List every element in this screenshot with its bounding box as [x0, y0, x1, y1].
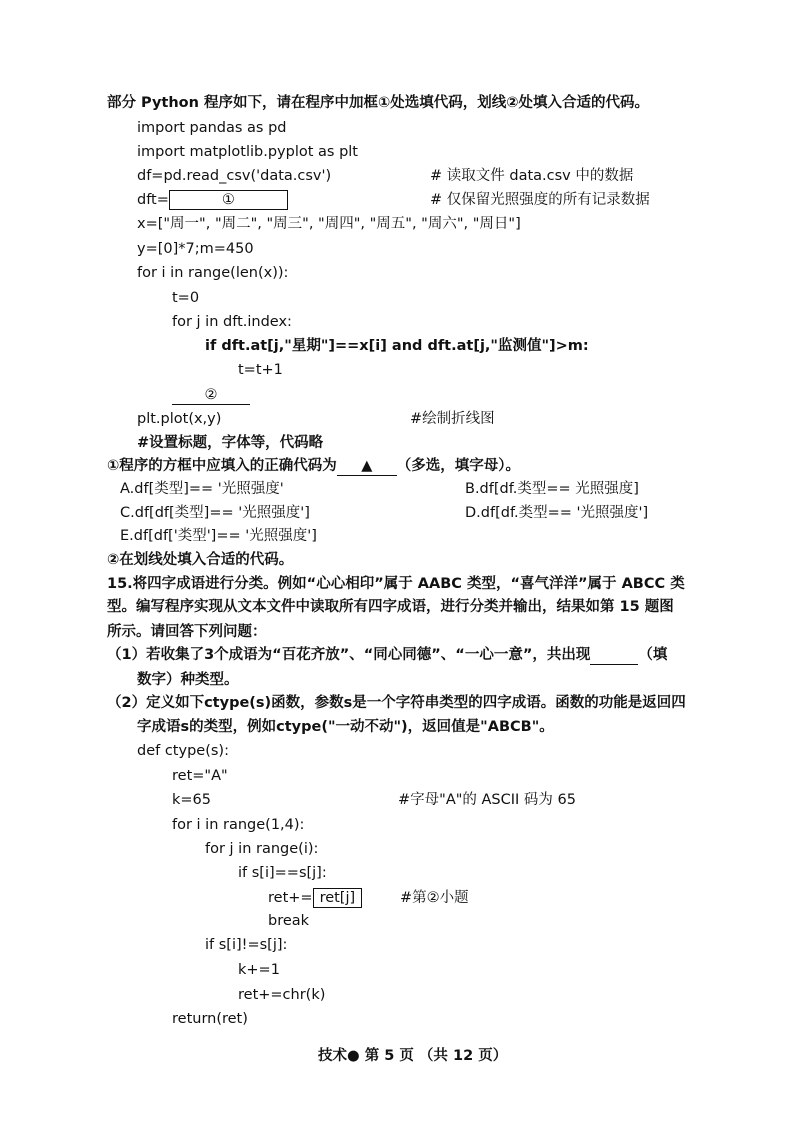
code-line: plt.plot(x,y): [137, 411, 222, 427]
code-line: t=0: [172, 290, 200, 306]
problem-15-text: 所示。请回答下列问题：: [107, 624, 267, 640]
code-line: k=65: [172, 792, 211, 808]
code-line: def ctype(s):: [137, 743, 229, 759]
code-line: return(ret): [172, 1011, 248, 1027]
code-line: for i in range(len(x)):: [137, 265, 289, 281]
code-comment: #绘制折线图: [410, 411, 495, 427]
code-line: for j in dft.index:: [172, 314, 292, 330]
answer-blank-2: ②: [172, 386, 250, 405]
answer-box-1: ①: [169, 190, 288, 210]
code-line: import pandas as pd: [137, 120, 287, 136]
code-line: y=[0]*7;m=450: [137, 241, 254, 257]
code-line: import matplotlib.pyplot as plt: [137, 144, 358, 160]
intro-text: 部分 Python 程序如下，请在程序中加框①处选填代码，划线②处填入合适的代码。: [107, 95, 650, 111]
subquestion-1: 数字）种类型。: [137, 672, 239, 688]
code-line: ret+=chr(k): [238, 987, 326, 1003]
question-text: ①程序的方框中应填入的正确代码为: [107, 458, 337, 474]
code-line: [268, 888, 362, 908]
question-2: ②在划线处填入合适的代码。: [107, 552, 294, 568]
option-b: B.df[df.类型== 光照强度]: [465, 481, 639, 497]
option-a: A.df[类型]== '光照强度': [120, 481, 284, 497]
problem-15-text: 15.将四字成语进行分类。例如“心心相印”属于 AABC 类型，“喜气洋洋”属于 ABCC 类: [107, 576, 685, 592]
question-1: [107, 456, 520, 476]
subquestion-1: [107, 645, 667, 665]
code-line: df=pd.read_csv('data.csv'): [137, 168, 332, 184]
question-text: （1）若收集了3个成语为“百花齐放”、“同心同德”、“一心一意”，共出现: [107, 647, 591, 663]
code-line: if dft.at[j,"星期"]==x[i] and dft.at[j,"监测值"]>m:: [205, 338, 589, 354]
code-comment: #字母"A"的 ASCII 码为 65: [398, 792, 576, 808]
subquestion-2: 字成语s的类型，例如ctype("一动不动")，返回值是"ABCB"。: [137, 719, 554, 735]
page-footer: 技术● 第 5 页 （共 12 页）: [318, 1048, 508, 1064]
code-text: dft=: [137, 192, 169, 208]
code-line: k+=1: [238, 962, 280, 978]
code-line: for i in range(1,4):: [172, 817, 305, 833]
problem-15-text: 型。编写程序实现从文本文件中读取所有四字成语，进行分类并输出，结果如第 15 题图: [107, 599, 674, 615]
question-text: （多选，填字母）。: [396, 458, 521, 474]
subquestion-2: （2）定义如下ctype(s)函数，参数s是一个字符串类型的四字成语。函数的功能是返回四: [107, 695, 686, 711]
answer-blank: ▲: [337, 457, 397, 476]
code-line: ret="A": [172, 768, 228, 784]
code-text: ret+=: [268, 890, 313, 906]
option-e: E.df[df['类型']== '光照强度']: [120, 528, 317, 544]
question-text: （填: [638, 647, 668, 663]
code-line: t=t+1: [238, 362, 283, 378]
code-comment: # 仅保留光照强度的所有记录数据: [430, 192, 650, 208]
option-d: D.df[df.类型== '光照强度']: [465, 505, 649, 521]
code-line: break: [268, 913, 310, 929]
answer-blank: [590, 646, 638, 665]
code-comment: #第②小题: [400, 890, 469, 906]
code-line: [137, 190, 288, 210]
option-c: C.df[df[类型]== '光照强度']: [120, 505, 310, 521]
code-line: x=["周一", "周二", "周三", "周四", "周五", "周六", "周日"]: [137, 216, 521, 232]
code-line: for j in range(i):: [205, 841, 319, 857]
code-line: if s[i]==s[j]:: [238, 865, 327, 881]
code-comment: #设置标题，字体等，代码略: [137, 435, 324, 451]
answer-box-ret: ret[j]: [313, 888, 363, 908]
code-comment: # 读取文件 data.csv 中的数据: [430, 168, 634, 184]
code-line: if s[i]!=s[j]:: [205, 937, 288, 953]
